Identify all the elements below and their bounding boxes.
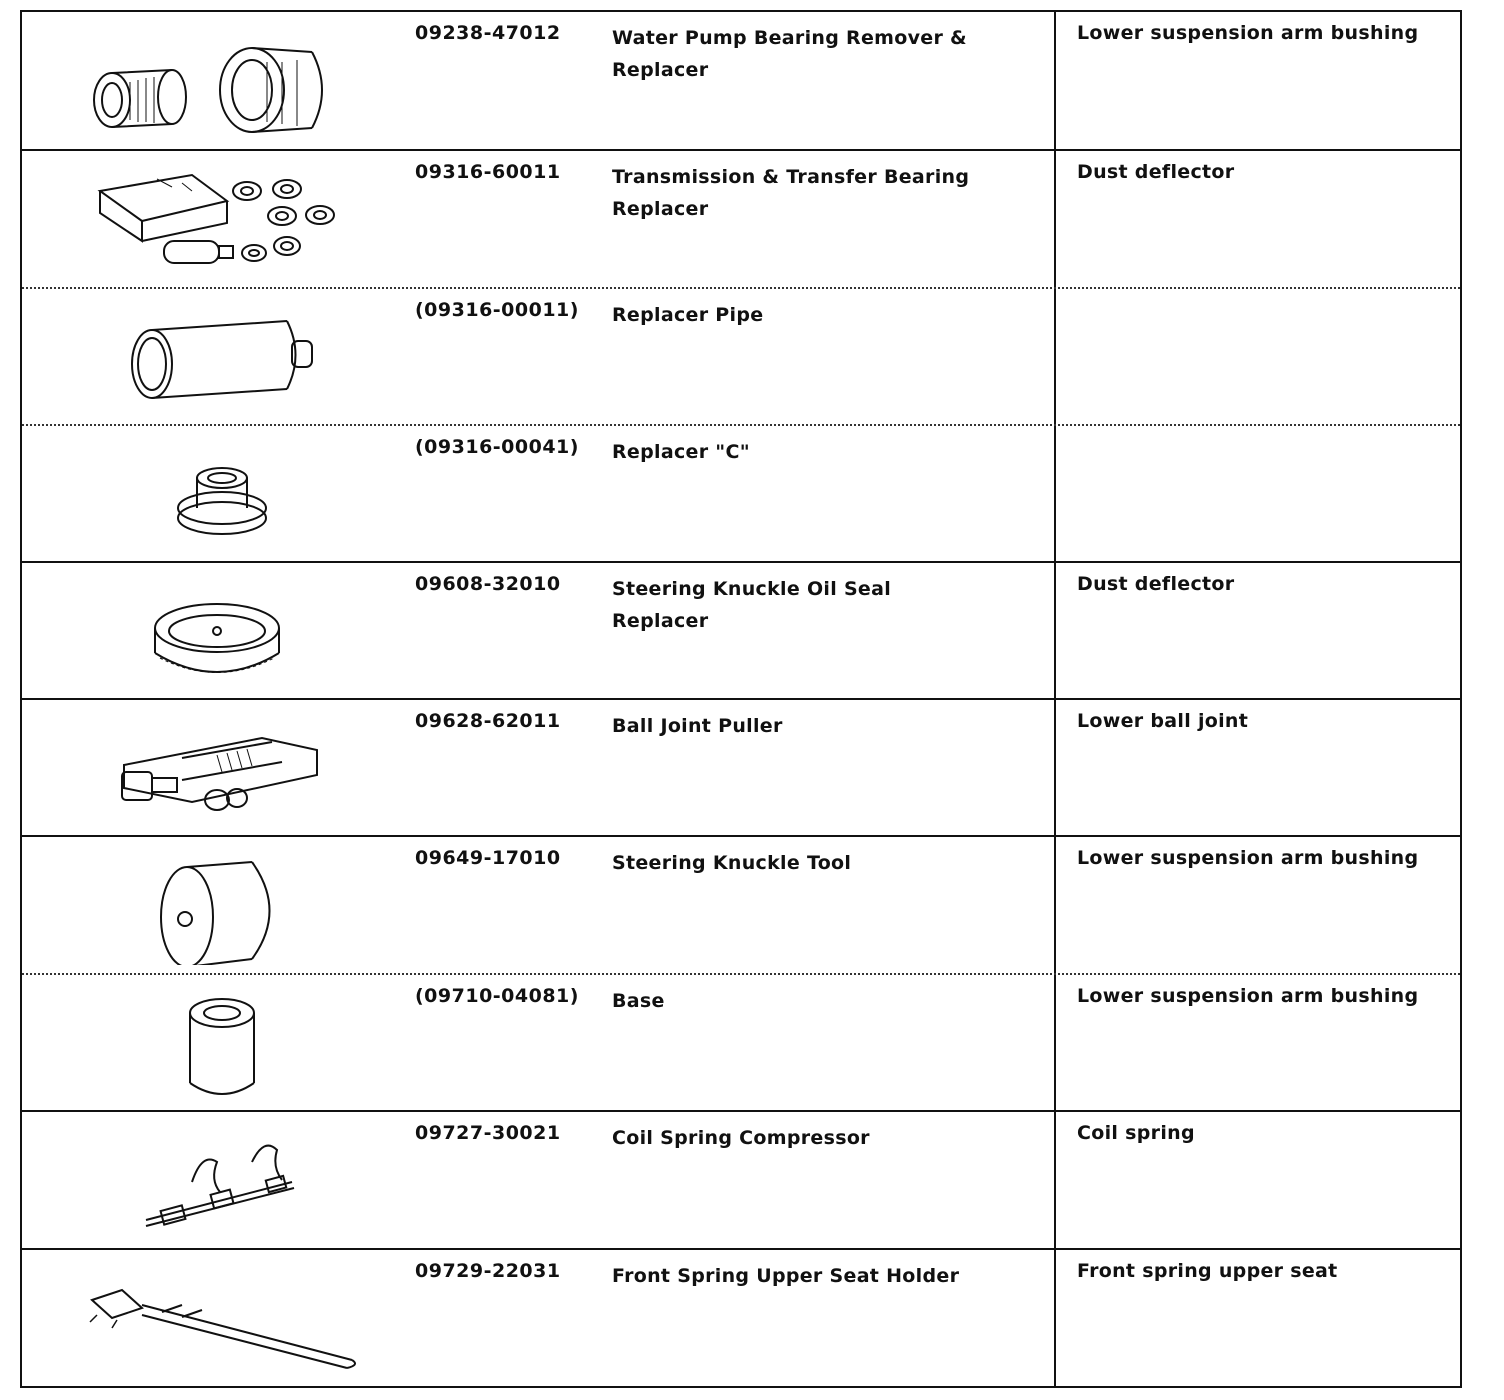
- table-row: [22, 149, 1460, 287]
- application: Lower suspension arm bushing: [1077, 22, 1419, 44]
- part-number: 09608-32010: [415, 573, 561, 595]
- oil-seal-replacer-icon: [42, 573, 402, 691]
- table-row: [22, 424, 1460, 561]
- knuckle-tool-icon: [42, 847, 402, 965]
- tool-name: Transmission & Transfer Bearing Replacer: [612, 166, 970, 220]
- special-tools-table: [20, 10, 1462, 1388]
- table-row: [22, 561, 1460, 698]
- tool-name: Front Spring Upper Seat Holder: [612, 1265, 960, 1287]
- base-icon: [42, 985, 402, 1103]
- application: Dust deflector: [1077, 573, 1235, 595]
- application: Dust deflector: [1077, 161, 1235, 183]
- part-number: 09727-30021: [415, 1122, 561, 1144]
- part-number: (09316-00011): [415, 299, 579, 321]
- spring-compressor-icon: [42, 1122, 402, 1240]
- tool-name: Steering Knuckle Oil Seal Replacer: [612, 578, 892, 632]
- application: Lower suspension arm bushing: [1077, 985, 1419, 1007]
- table-row: [22, 287, 1460, 424]
- table-row: [22, 1248, 1460, 1386]
- tool-name: Replacer Pipe: [612, 304, 764, 326]
- part-number: 09649-17010: [415, 847, 561, 869]
- ball-joint-puller-icon: [42, 710, 402, 828]
- bearing-replacer-set-icon: [42, 161, 402, 279]
- application: Lower suspension arm bushing: [1077, 847, 1419, 869]
- table-row: [22, 12, 1460, 149]
- tool-name: Base: [612, 990, 665, 1012]
- tool-name: Coil Spring Compressor: [612, 1127, 870, 1149]
- seat-holder-icon: [42, 1260, 402, 1378]
- part-number: 09238-47012: [415, 22, 561, 44]
- application: Lower ball joint: [1077, 710, 1249, 732]
- bearing-remover-icon: [42, 22, 402, 140]
- application: Coil spring: [1077, 1122, 1195, 1144]
- application: Front spring upper seat: [1077, 1260, 1338, 1282]
- tool-name: Water Pump Bearing Remover & Replacer: [612, 27, 967, 81]
- table-row: [22, 973, 1460, 1110]
- part-number: 09729-22031: [415, 1260, 561, 1282]
- table-row: [22, 1110, 1460, 1248]
- part-number: 09316-60011: [415, 161, 561, 183]
- tool-name: Steering Knuckle Tool: [612, 852, 852, 874]
- part-number: (09710-04081): [415, 985, 579, 1007]
- tool-name: Replacer "C": [612, 441, 750, 463]
- table-row: [22, 835, 1460, 973]
- replacer-pipe-icon: [42, 299, 402, 417]
- part-number: 09628-62011: [415, 710, 561, 732]
- table-row: [22, 698, 1460, 835]
- replacer-c-icon: [42, 436, 402, 554]
- tool-name: Ball Joint Puller: [612, 715, 783, 737]
- part-number: (09316-00041): [415, 436, 579, 458]
